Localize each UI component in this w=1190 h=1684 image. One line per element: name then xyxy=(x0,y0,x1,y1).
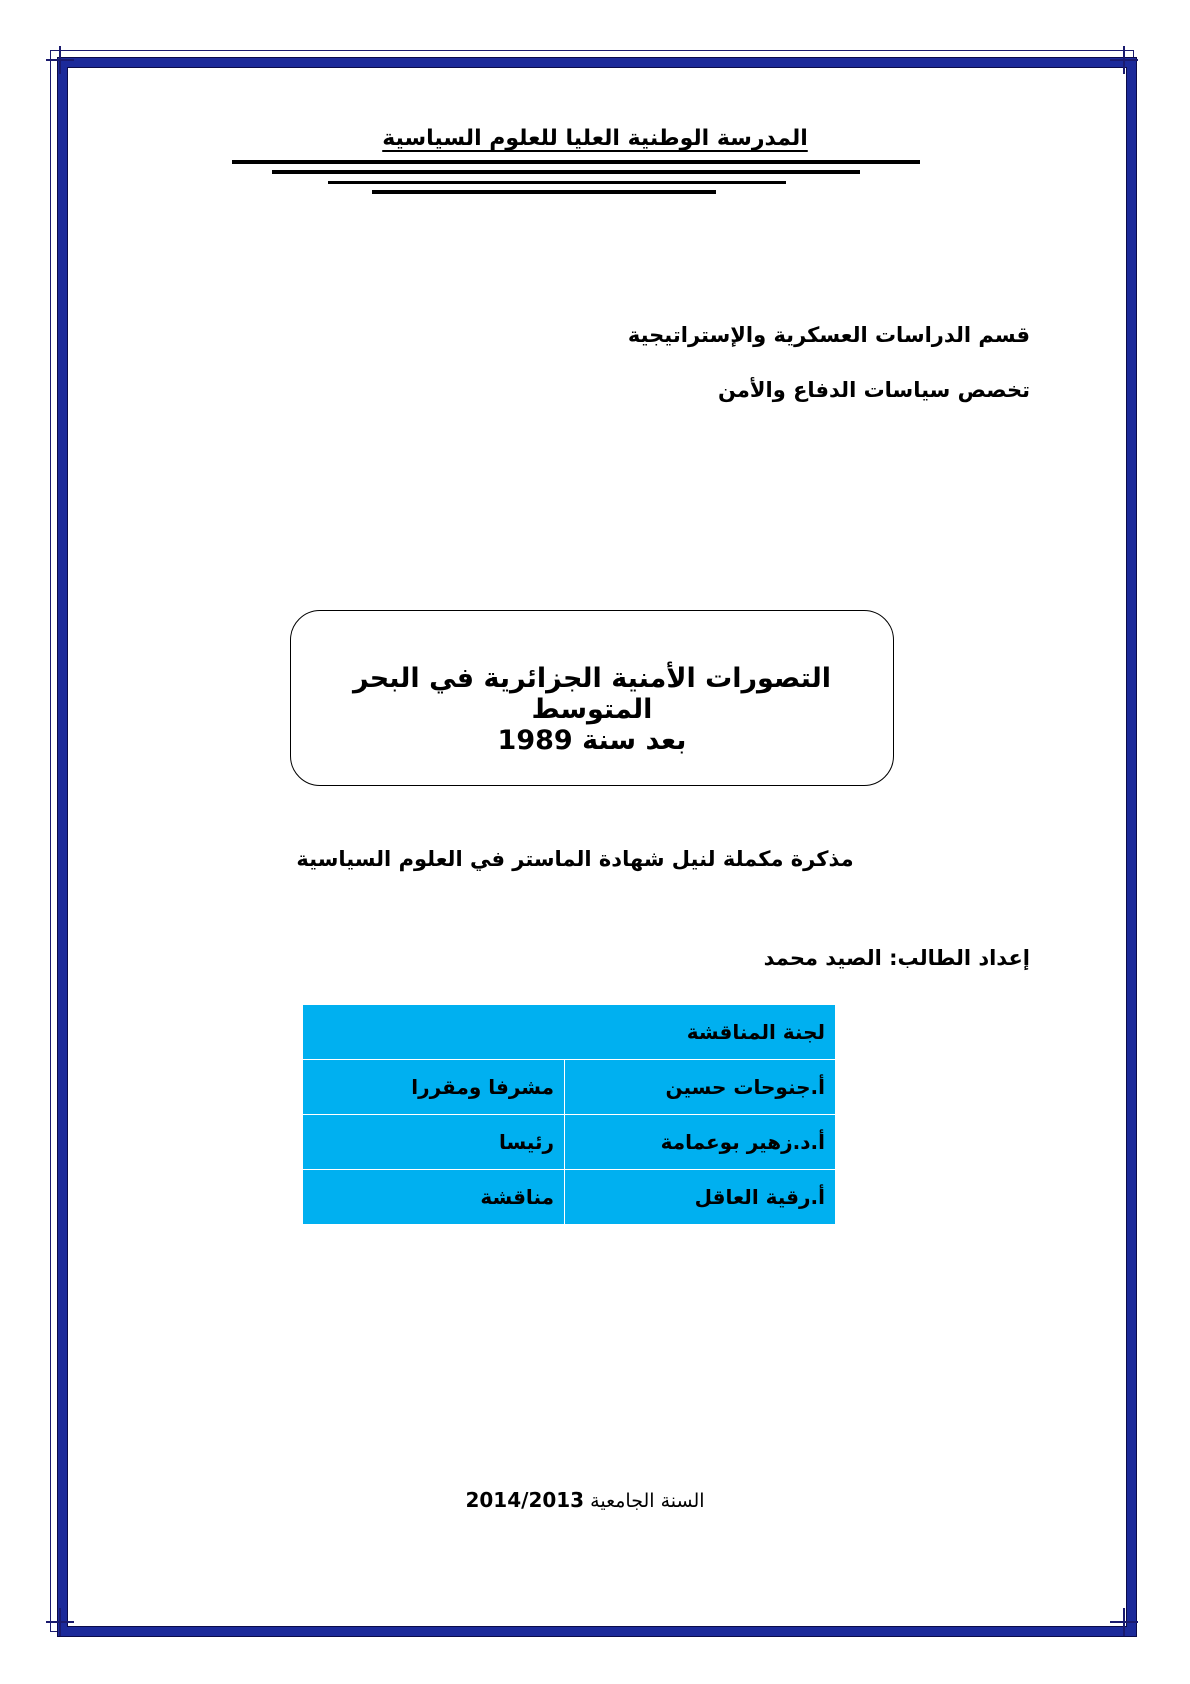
divider-rule xyxy=(232,160,920,164)
corner-ornament xyxy=(1110,1608,1138,1636)
committee-table xyxy=(303,1005,835,1224)
divider-rule xyxy=(272,170,860,174)
academic-year-label: السنة الجامعية xyxy=(590,1490,705,1512)
department-name: قسم الدراسات العسكرية والإستراتيجية xyxy=(627,323,1030,347)
divider-rule xyxy=(372,190,716,194)
table-row xyxy=(303,1115,835,1170)
committee-heading: لجنة المناقشة xyxy=(686,1020,825,1044)
school-title: المدرسة الوطنية العليا للعلوم السياسية xyxy=(382,126,808,151)
member-name: أ.رقية العاقل xyxy=(565,1170,836,1225)
member-name: أ.د.زهير بوعمامة xyxy=(565,1115,836,1170)
corner-ornament xyxy=(1110,46,1138,74)
thesis-title-line-2: بعد سنة 1989 xyxy=(497,725,687,756)
specialization: تخصص سياسات الدفاع والأمن xyxy=(717,378,1030,402)
thesis-title-line-1: التصورات الأمنية الجزائرية في البحر المتوسط xyxy=(353,663,831,725)
academic-year xyxy=(0,1488,1170,1512)
committee-heading-row xyxy=(303,1005,835,1060)
thesis-title-box xyxy=(290,610,894,786)
academic-year-value: 2014/2013 xyxy=(465,1488,585,1512)
table-row xyxy=(303,1170,835,1225)
member-role: مناقشة xyxy=(303,1170,565,1225)
degree-statement: مذكرة مكملة لنيل شهادة الماستر في العلوم السياسية xyxy=(296,847,854,871)
member-name: أ.جنوحات حسين xyxy=(565,1060,836,1115)
member-role: مشرفا ومقررا xyxy=(303,1060,565,1115)
student-name: إعداد الطالب: الصيد محمد xyxy=(763,946,1030,970)
table-row xyxy=(303,1060,835,1115)
corner-ornament xyxy=(46,1608,74,1636)
corner-ornament xyxy=(46,46,74,74)
divider-rule xyxy=(328,181,786,184)
member-role: رئيسا xyxy=(303,1115,565,1170)
